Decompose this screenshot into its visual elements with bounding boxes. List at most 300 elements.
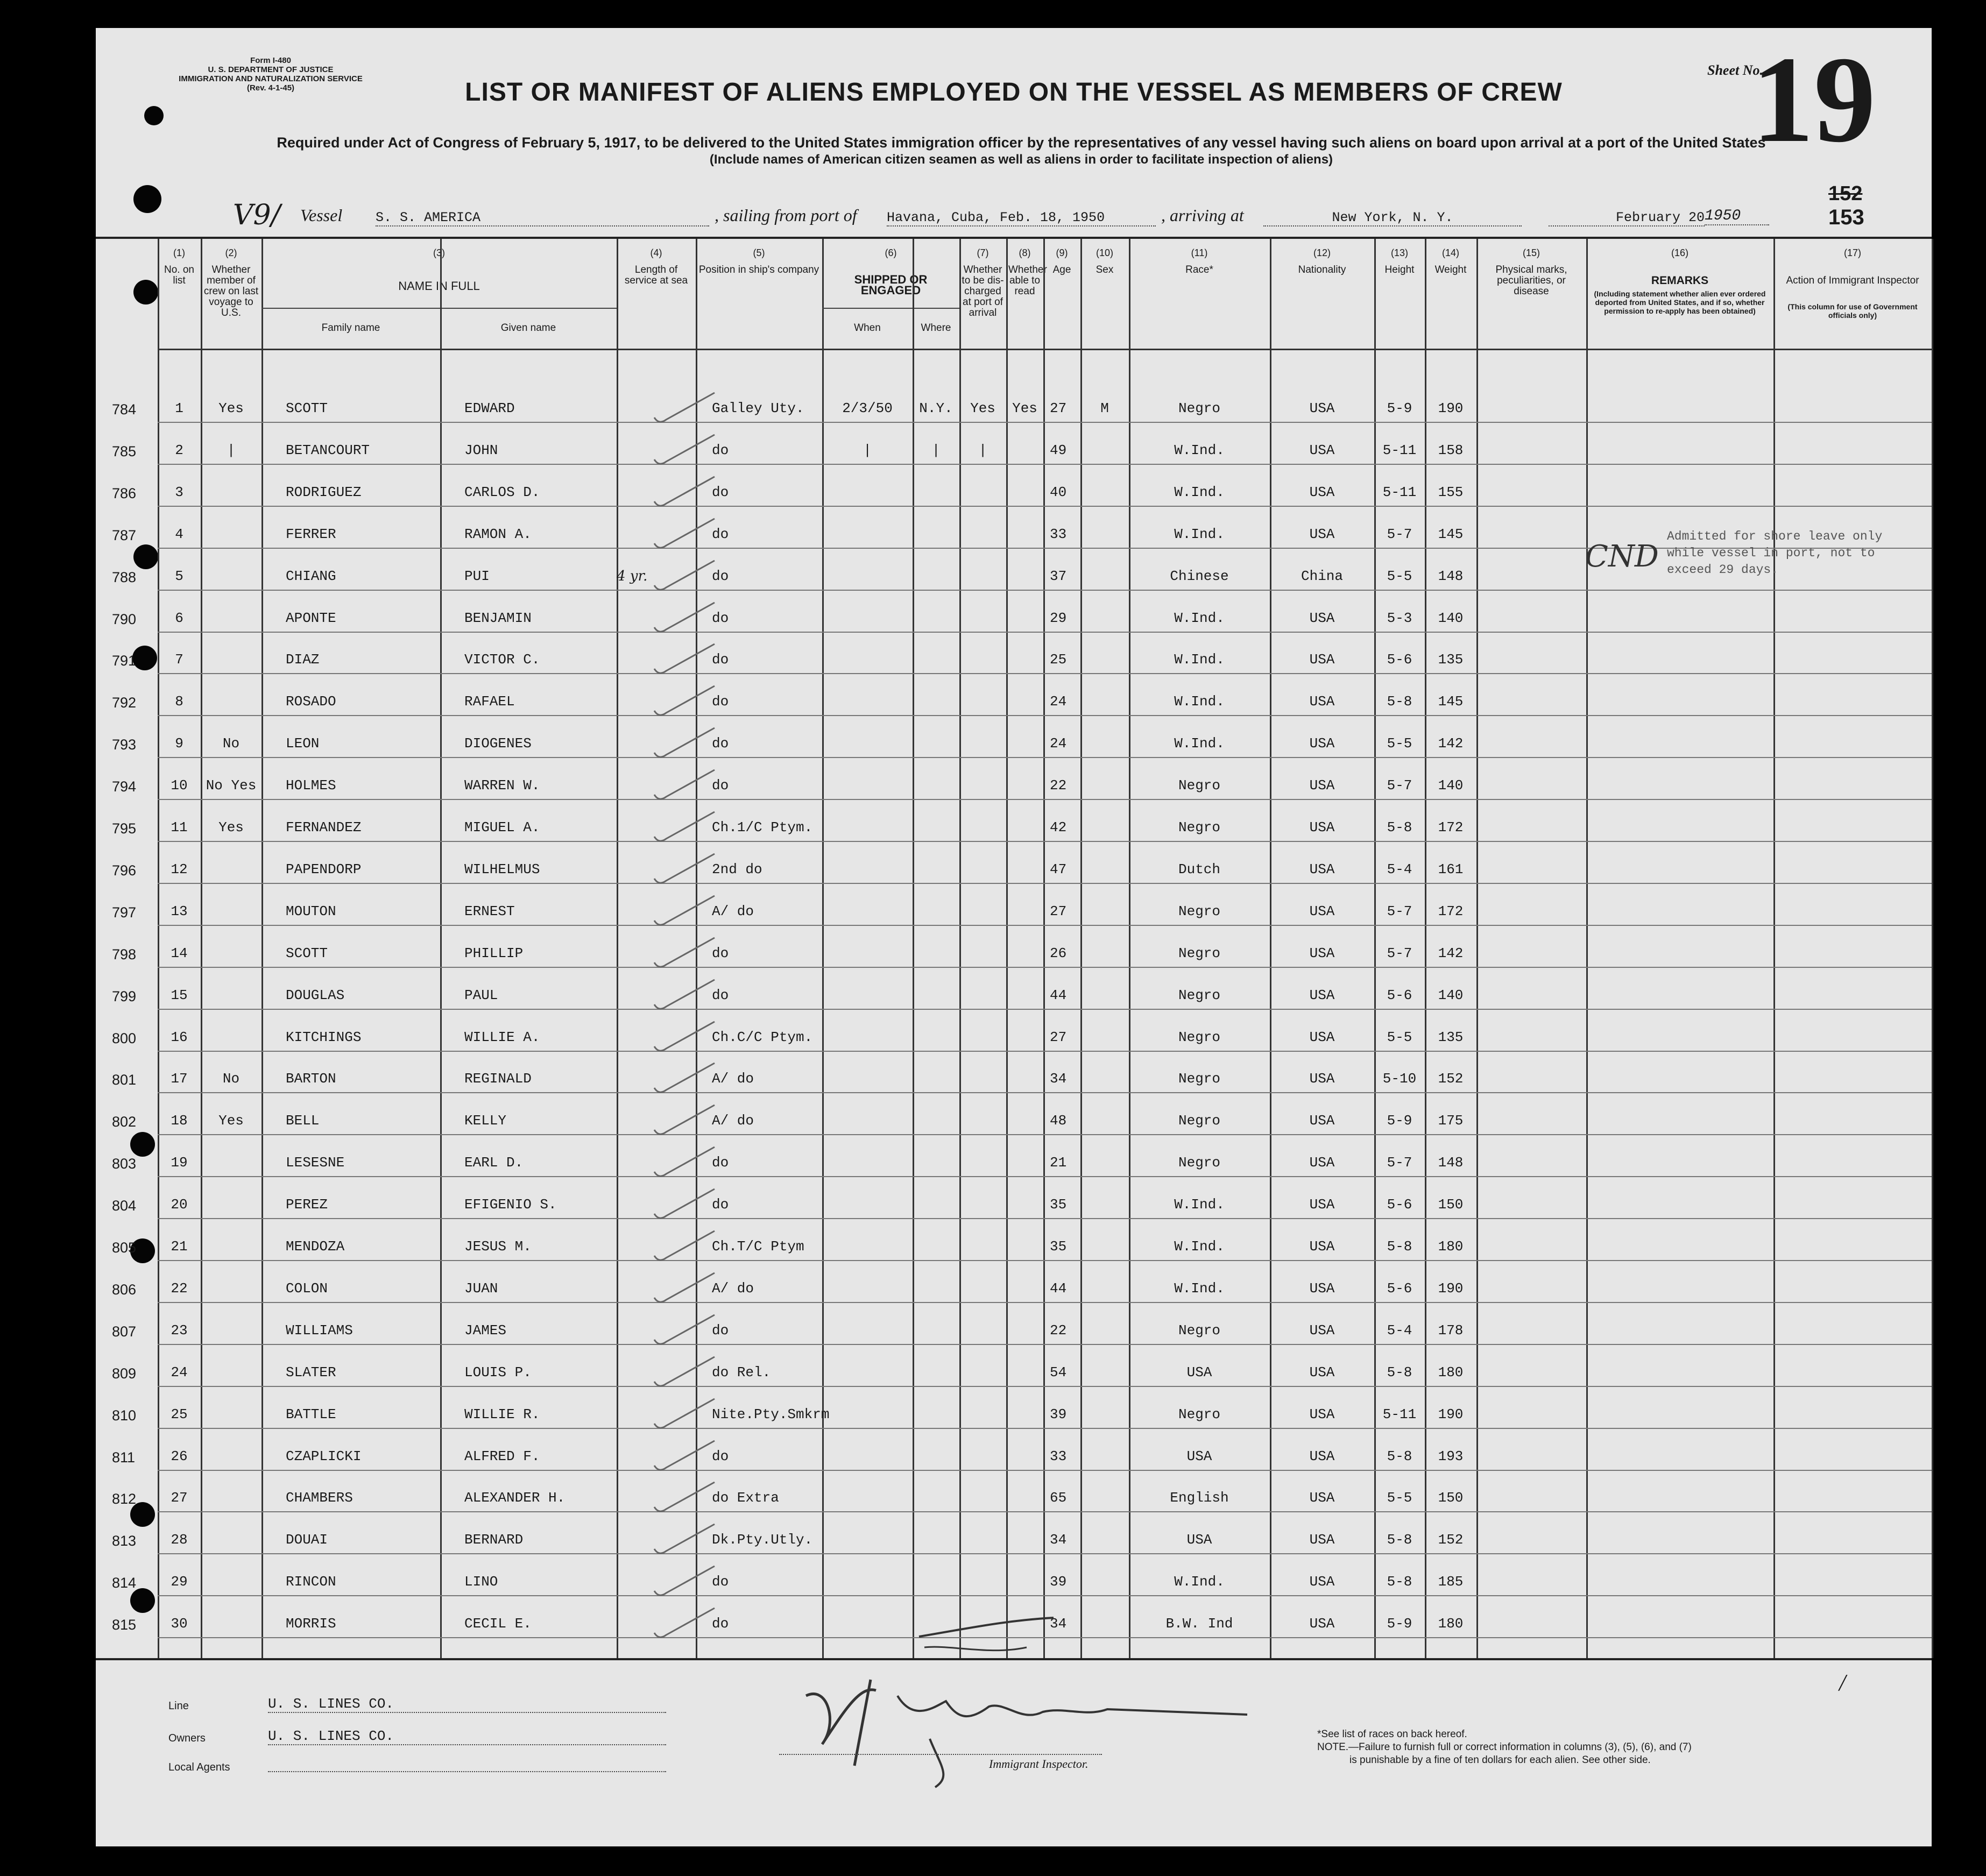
cell-nat: USA	[1309, 1280, 1335, 1297]
cell-family: FERNANDEZ	[286, 819, 362, 836]
cell-no: 1	[175, 400, 183, 416]
row-rule	[158, 799, 1932, 800]
cell-no: 21	[171, 1238, 188, 1255]
cell-weight: 145	[1438, 526, 1464, 542]
stamp-number: 803	[112, 1156, 137, 1172]
column-divider	[1932, 239, 1933, 1658]
cell-position: Ch.T/C Ptym	[712, 1238, 804, 1255]
column-divider	[1773, 239, 1775, 1658]
cell-given: EFIGENIO S.	[464, 1197, 557, 1213]
cell-age: 27	[1050, 903, 1067, 919]
cell-no: 2	[175, 442, 183, 458]
column-header: Whether to be dis-charged at port of arrival	[962, 264, 1004, 318]
cell-age: 34	[1050, 1616, 1067, 1632]
cell-weight: 193	[1438, 1448, 1464, 1464]
cell-nat: China	[1301, 568, 1343, 584]
cell-race: W.Ind.	[1174, 693, 1225, 710]
stamp-number: 812	[112, 1491, 137, 1507]
cell-height: 5-4	[1387, 1322, 1412, 1339]
cell-height: 5-8	[1387, 1574, 1412, 1590]
cell-no: 12	[171, 861, 188, 877]
stamp-number: 798	[112, 946, 137, 962]
cell-position: do	[712, 987, 729, 1003]
cell-height: 5-5	[1387, 1490, 1412, 1506]
cell-nat: USA	[1309, 1616, 1335, 1632]
cell-service: 4 yr.	[617, 568, 648, 584]
cell-position: do	[712, 693, 729, 710]
checkmark-icon	[645, 1018, 725, 1056]
page-mark: /	[1839, 1669, 1846, 1696]
cell-given: MIGUEL A.	[464, 819, 540, 836]
column-number: (6)	[885, 247, 897, 258]
cell-race: Negro	[1178, 1155, 1220, 1171]
cell-race: W.Ind.	[1174, 1238, 1225, 1255]
cell-race: W.Ind.	[1174, 484, 1225, 500]
cell-race: W.Ind.	[1174, 735, 1225, 752]
cell-position: Nite.Pty.Smkrm	[712, 1406, 830, 1422]
checkmark-icon	[645, 641, 725, 678]
cell-weight: 175	[1438, 1113, 1464, 1129]
cell-no: 20	[171, 1197, 188, 1213]
cell-family: BARTON	[286, 1071, 336, 1087]
checkmark-icon	[645, 1060, 725, 1098]
requirement-text: Required under Act of Congress of February 5, 1917, to be delivered to the United States immigration officer by the representatives of any vessel having such aliens on board upon arrival at a port of the United States	[277, 134, 1766, 151]
cell-sex: M	[1100, 400, 1109, 416]
row-rule	[158, 967, 1932, 968]
cell-no: 9	[175, 735, 183, 752]
cell-prev: Yes	[218, 819, 244, 836]
column-divider	[617, 239, 618, 1658]
column-subheader: When	[854, 322, 881, 334]
cell-position: Galley Uty.	[712, 400, 804, 416]
cell-no: 6	[175, 610, 183, 626]
cell-age: 27	[1050, 1029, 1067, 1045]
owners-label: Owners	[168, 1732, 206, 1744]
row-rule	[158, 1218, 1932, 1219]
cell-weight: 185	[1438, 1574, 1464, 1590]
vessel-name: S. S. AMERICA	[376, 210, 709, 226]
cell-prev: No Yes	[206, 777, 257, 794]
subheader-divider	[440, 308, 442, 349]
cell-given: WILHELMUS	[464, 861, 540, 877]
row-rule	[158, 506, 1932, 507]
cell-height: 5-11	[1382, 484, 1417, 500]
stamp-number: 796	[112, 862, 137, 879]
vessel-label: Vessel	[300, 206, 343, 225]
row-rule	[158, 632, 1932, 633]
cell-family: SCOTT	[286, 400, 328, 416]
cell-race: W.Ind.	[1174, 610, 1225, 626]
cell-family: MORRIS	[286, 1616, 336, 1632]
stamp-number: 805	[112, 1240, 137, 1256]
page-subtitle	[187, 134, 1855, 168]
footer-notes	[1317, 1728, 1888, 1767]
row-rule	[158, 1344, 1932, 1345]
cell-read: Yes	[1012, 400, 1037, 416]
stamp-number: 802	[112, 1114, 137, 1130]
stamp-number: 785	[112, 443, 137, 459]
checkmark-icon	[645, 1144, 725, 1181]
cell-position: do	[712, 1197, 729, 1213]
cell-age: 22	[1050, 1322, 1067, 1339]
cell-when: 2/3/50	[842, 400, 893, 416]
cell-nat: USA	[1309, 777, 1335, 794]
cell-position: do Extra	[712, 1490, 779, 1506]
checkmark-icon	[645, 725, 725, 762]
checkmark-icon	[645, 1438, 725, 1475]
cell-age: 34	[1050, 1532, 1067, 1548]
cell-race: Negro	[1178, 819, 1220, 836]
cell-weight: 161	[1438, 861, 1464, 877]
cell-position: do	[712, 652, 729, 668]
cell-nat: USA	[1309, 1364, 1335, 1381]
cell-weight: 140	[1438, 987, 1464, 1003]
cell-weight: 145	[1438, 693, 1464, 710]
cell-given: ALFRED F.	[464, 1448, 540, 1464]
cell-nat: USA	[1309, 1322, 1335, 1339]
cell-position: Dk.Pty.Utly.	[712, 1532, 813, 1548]
cell-family: KITCHINGS	[286, 1029, 362, 1045]
checkmark-icon	[645, 809, 725, 846]
cell-nat: USA	[1309, 1406, 1335, 1422]
cell-family: DOUAI	[286, 1532, 328, 1548]
handwritten-mark: V9/	[233, 199, 281, 231]
cell-height: 5-8	[1387, 1238, 1412, 1255]
inspector-label: Immigrant Inspector.	[989, 1757, 1089, 1771]
row-rule	[158, 673, 1932, 674]
row-rule	[158, 1553, 1932, 1554]
cell-given: DIOGENES	[464, 735, 532, 752]
row-rule	[158, 548, 1932, 549]
stamp-number: 814	[112, 1575, 137, 1591]
cell-position: do	[712, 1574, 729, 1590]
stamp-number: 786	[112, 485, 137, 501]
cell-no: 11	[171, 819, 188, 836]
cell-given: CECIL E.	[464, 1616, 532, 1632]
row-rule	[158, 1470, 1932, 1471]
column-number: (12)	[1313, 247, 1331, 258]
cell-position: do	[712, 568, 729, 584]
cell-family: CHAMBERS	[286, 1490, 353, 1506]
checkmark-icon	[645, 767, 725, 804]
cell-age: 35	[1050, 1238, 1067, 1255]
form-agency: U. S. DEPARTMENT OF JUSTICE	[208, 65, 334, 74]
cell-race: Negro	[1178, 1322, 1220, 1339]
cell-given: RAMON A.	[464, 526, 532, 542]
cell-family: CZAPLICKI	[286, 1448, 362, 1464]
cell-no: 8	[175, 693, 183, 710]
stamp-number: 790	[112, 611, 137, 627]
cell-nat: USA	[1309, 1197, 1335, 1213]
column-number: (17)	[1843, 247, 1861, 258]
cell-no: 23	[171, 1322, 188, 1339]
checkmark-icon	[645, 1102, 725, 1139]
checkmark-icon	[645, 431, 725, 469]
cell-nat: USA	[1309, 903, 1335, 919]
column-divider	[440, 239, 442, 1658]
cell-age: 40	[1050, 484, 1067, 500]
row-rule	[158, 925, 1932, 926]
cell-weight: 172	[1438, 903, 1464, 919]
cell-family: SCOTT	[286, 945, 328, 961]
row-rule	[158, 1176, 1932, 1177]
cell-given: EDWARD	[464, 400, 515, 416]
column-number: (4)	[650, 247, 662, 258]
column-number: (2)	[225, 247, 237, 258]
cell-weight: 152	[1438, 1071, 1464, 1087]
cell-age: 47	[1050, 861, 1067, 877]
cell-age: 54	[1050, 1364, 1067, 1381]
cell-no: 16	[171, 1029, 188, 1045]
cell-family: CHIANG	[286, 568, 336, 584]
stamp-number: 795	[112, 820, 137, 837]
column-header: No. on list	[164, 264, 194, 286]
cell-prev: No	[222, 735, 240, 752]
cell-position: A/ do	[712, 1113, 754, 1129]
cell-family: DIAZ	[286, 652, 320, 668]
cell-weight: 158	[1438, 442, 1464, 458]
cell-age: 34	[1050, 1071, 1067, 1087]
sailing-label: , sailing from port of	[715, 206, 857, 225]
column-number: (16)	[1671, 247, 1688, 258]
stamp-number: 793	[112, 737, 137, 753]
cell-weight: 142	[1438, 735, 1464, 752]
cell-given: RAFAEL	[464, 693, 515, 710]
cell-weight: 135	[1438, 652, 1464, 668]
cell-no: 30	[171, 1616, 188, 1632]
cell-nat: USA	[1309, 987, 1335, 1003]
cell-race: USA	[1186, 1532, 1212, 1548]
cell-no: 24	[171, 1364, 188, 1381]
cell-age: 48	[1050, 1113, 1067, 1129]
checkmark-icon	[645, 515, 725, 553]
column-header: Race*	[1185, 264, 1213, 275]
row-rule	[158, 1009, 1932, 1010]
cell-family: HOLMES	[286, 777, 336, 794]
cell-given: WILLIE A.	[464, 1029, 540, 1045]
row-rule	[158, 1260, 1932, 1261]
cell-nat: USA	[1309, 652, 1335, 668]
cell-race: Negro	[1178, 1113, 1220, 1129]
cell-position: do	[712, 442, 729, 458]
cell-nat: USA	[1309, 861, 1335, 877]
cell-race: Negro	[1178, 1029, 1220, 1045]
stamp-number: 807	[112, 1323, 137, 1340]
cell-age: 22	[1050, 777, 1067, 794]
checkmark-icon	[645, 1605, 725, 1643]
cell-weight: 150	[1438, 1197, 1464, 1213]
header-rule	[96, 237, 1932, 239]
cell-weight: 150	[1438, 1490, 1464, 1506]
cell-given: KELLY	[464, 1113, 507, 1129]
sheet-no-label: Sheet No.	[1707, 62, 1763, 78]
cell-no: 18	[171, 1113, 188, 1129]
cell-discharged: |	[978, 442, 987, 458]
cell-weight: 190	[1438, 400, 1464, 416]
column-number: (5)	[753, 247, 765, 258]
cell-family: FERRER	[286, 526, 336, 542]
stamp-number: 809	[112, 1365, 137, 1382]
race-note: *See list of races on back hereof.	[1317, 1729, 1467, 1740]
cell-no: 7	[175, 652, 183, 668]
checkmark-icon	[645, 1186, 725, 1223]
cell-height: 5-9	[1387, 400, 1412, 416]
stamp-number: 784	[112, 401, 137, 417]
cell-no: 10	[171, 777, 188, 794]
cell-family: LESESNE	[286, 1155, 345, 1171]
row-rule	[158, 590, 1932, 591]
cell-age: 26	[1050, 945, 1067, 961]
column-header: Physical marks, peculiarities, or disease	[1495, 264, 1567, 297]
column-number: (3)	[433, 247, 445, 258]
cell-age: 35	[1050, 1197, 1067, 1213]
cell-given: ERNEST	[464, 903, 515, 919]
stamp-number: 788	[112, 569, 137, 585]
checkmark-icon	[645, 1354, 725, 1391]
column-header-note: (This column for use of Government officials only)	[1787, 302, 1918, 320]
header-bottom-rule	[158, 349, 1932, 350]
punch-hole	[144, 106, 164, 125]
cell-given: ALEXANDER H.	[464, 1490, 566, 1506]
cell-age: 44	[1050, 987, 1067, 1003]
cell-family: LEON	[286, 735, 320, 752]
stamp-number: 791	[112, 653, 137, 669]
cell-race: Dutch	[1178, 861, 1220, 877]
cell-race: B.W. Ind	[1165, 1616, 1233, 1632]
cell-position: do	[712, 1616, 729, 1632]
cell-given: PAUL	[464, 987, 498, 1003]
cell-no: 13	[171, 903, 188, 919]
column-header: SHIPPED OR ENGAGED	[854, 273, 928, 297]
cell-height: 5-6	[1387, 1280, 1412, 1297]
cell-no: 25	[171, 1406, 188, 1422]
column-header: REMARKS	[1651, 274, 1709, 287]
stamp-number: 806	[112, 1281, 137, 1298]
cell-position: do	[712, 526, 729, 542]
cell-position: 2nd do	[712, 861, 762, 877]
cell-age: 39	[1050, 1406, 1067, 1422]
cell-position: do	[712, 1155, 729, 1171]
sheet-page-number: 153	[1828, 206, 1864, 229]
row-rule	[158, 883, 1932, 884]
cell-weight: 135	[1438, 1029, 1464, 1045]
column-divider	[1006, 239, 1008, 1658]
checkmark-icon	[645, 1479, 725, 1517]
cell-given: PHILLIP	[464, 945, 524, 961]
stamp-number: 792	[112, 695, 137, 711]
cell-family: ROSADO	[286, 693, 336, 710]
penalty-note: NOTE.—Failure to furnish full or correct information in columns (3), (5), (6), and (7)	[1317, 1742, 1692, 1753]
cell-no: 14	[171, 945, 188, 961]
cell-race: W.Ind.	[1174, 1280, 1225, 1297]
column-header: Age	[1052, 264, 1071, 275]
stamp-number: 815	[112, 1617, 137, 1633]
cell-weight: 172	[1438, 819, 1464, 836]
column-header-note: (Including statement whether alien ever ordered deported from United States, and if so, whether permission to re-apply has been obtained)	[1594, 289, 1766, 315]
cell-weight: 148	[1438, 1155, 1464, 1171]
cell-given: BERNARD	[464, 1532, 524, 1548]
checkmark-icon	[645, 1396, 725, 1433]
cell-race: Negro	[1178, 987, 1220, 1003]
cell-nat: USA	[1309, 484, 1335, 500]
cell-height: 5-5	[1387, 568, 1412, 584]
cell-height: 5-7	[1387, 945, 1412, 961]
checkmark-icon	[645, 683, 725, 720]
agents-value	[268, 1771, 666, 1772]
cell-given: LINO	[464, 1574, 498, 1590]
punch-hole	[133, 185, 161, 213]
cell-race: English	[1170, 1490, 1229, 1506]
column-header: Whether member of crew on last voyage to U.S.	[203, 264, 259, 318]
column-header: Length of service at sea	[624, 264, 688, 286]
cell-no: 29	[171, 1574, 188, 1590]
sheet-number: 19	[1752, 31, 1876, 168]
checkmark-icon	[645, 976, 725, 1014]
cell-no: 28	[171, 1532, 188, 1548]
cell-race: W.Ind.	[1174, 526, 1225, 542]
column-divider	[1476, 239, 1478, 1658]
cell-weight: 148	[1438, 568, 1464, 584]
row-rule	[158, 464, 1932, 465]
cell-given: PUI	[464, 568, 490, 584]
cell-position: do	[712, 610, 729, 626]
cell-given: WARREN W.	[464, 777, 540, 794]
cell-race: W.Ind.	[1174, 442, 1225, 458]
punch-hole	[130, 1132, 155, 1157]
cell-race: Chinese	[1170, 568, 1229, 584]
cell-family: RODRIGUEZ	[286, 484, 362, 500]
column-header: Position in ship's company	[698, 264, 819, 275]
cell-family: MENDOZA	[286, 1238, 345, 1255]
cell-given: VICTOR C.	[464, 652, 540, 668]
cell-weight: 178	[1438, 1322, 1464, 1339]
cell-race: Negro	[1178, 903, 1220, 919]
cell-height: 5-6	[1387, 1197, 1412, 1213]
cell-family: COLON	[286, 1280, 328, 1297]
row-rule	[158, 1302, 1932, 1303]
cell-nat: USA	[1309, 945, 1335, 961]
cell-weight: 155	[1438, 484, 1464, 500]
subheader-rule	[822, 308, 959, 309]
row-rule	[158, 422, 1932, 423]
cell-position: Ch.1/C Ptym.	[712, 819, 813, 836]
column-number: (15)	[1522, 247, 1540, 258]
column-subheader: Family name	[321, 322, 380, 334]
cell-position: A/ do	[712, 1071, 754, 1087]
column-header: Weight	[1434, 264, 1467, 275]
cell-age: 39	[1050, 1574, 1067, 1590]
cell-given: EARL D.	[464, 1155, 524, 1171]
cell-age: 25	[1050, 652, 1067, 668]
cell-height: 5-5	[1387, 735, 1412, 752]
stamp-number: 804	[112, 1198, 137, 1214]
row-rule	[158, 841, 1932, 842]
column-number: (13)	[1390, 247, 1408, 258]
column-number: (1)	[173, 247, 185, 258]
cell-family: PEREZ	[286, 1197, 328, 1213]
stamp-number: 794	[112, 778, 137, 795]
cell-weight: 152	[1438, 1532, 1464, 1548]
checkmark-icon	[645, 1312, 725, 1349]
cell-given: REGINALD	[464, 1071, 532, 1087]
cell-position: do Rel.	[712, 1364, 771, 1381]
manifest-sheet	[96, 28, 1932, 1846]
cell-age: 42	[1050, 819, 1067, 836]
stamp-number: 811	[112, 1449, 136, 1466]
cell-when: |	[863, 442, 872, 458]
cell-nat: USA	[1309, 1113, 1335, 1129]
row-rule	[158, 757, 1932, 758]
